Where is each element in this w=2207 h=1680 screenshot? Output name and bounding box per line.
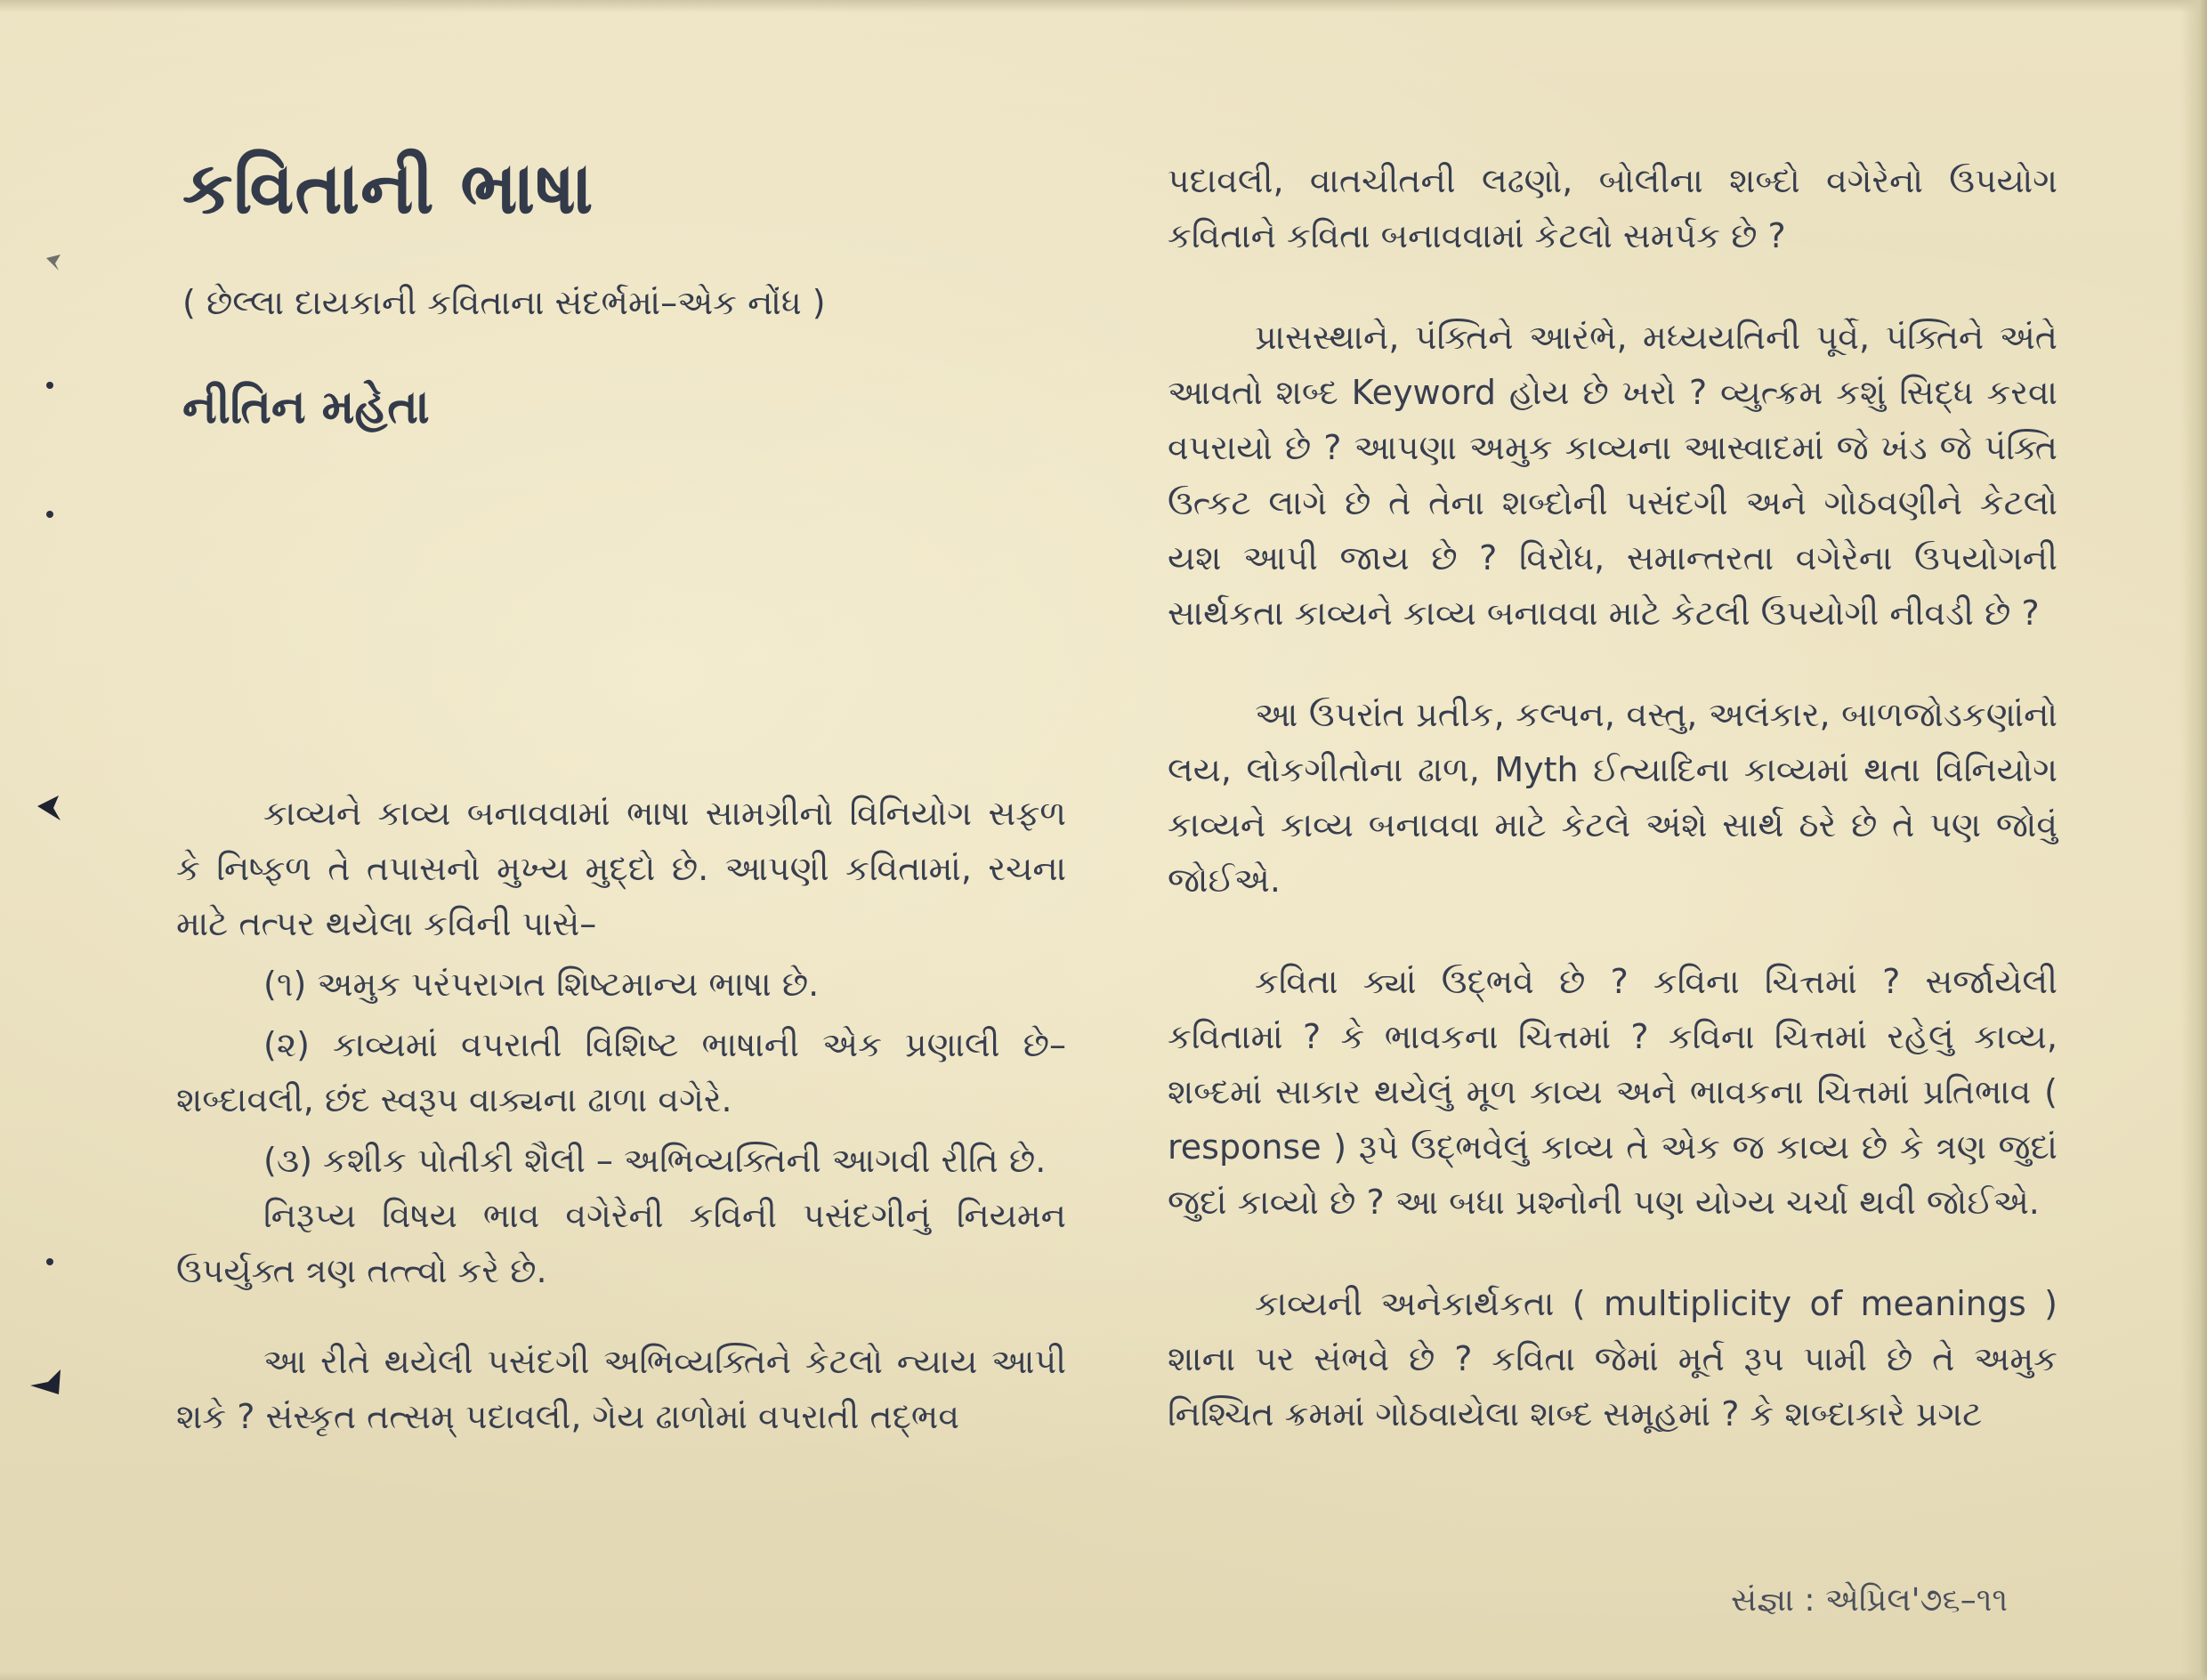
left-column bbox=[176, 786, 1066, 1444]
list-item-2: (૨) કાવ્યમાં વપરાતી વિશિષ્ટ ભાષાની એક પ્રણાલી છે– શબ્દાવલી, છંદ સ્વરૂપ વાક્યના ઢાળા વગેરે. bbox=[176, 1025, 1066, 1119]
binding-mark bbox=[43, 374, 66, 397]
body-paragraph: આ રીતે થયેલી પસંદગી અભિવ્યક્તિને કેટલો ન્યાય આપી શકે ? સંસ્કૃત તત્સમ્ પદાવલી, ગેય ઢાળોમાં વપરાતી તદ્ભવ bbox=[176, 1342, 1066, 1436]
list-item-3: (૩) કશીક પોતીકી શૈલી – અભિવ્યક્તિની આગવી રીતિ છે. bbox=[263, 1141, 1047, 1180]
page-top-edge bbox=[0, 0, 2207, 12]
binding-mark bbox=[32, 790, 68, 826]
page-right-edge bbox=[2180, 0, 2207, 1680]
article-author: નીતિન મહેતા bbox=[182, 381, 430, 434]
intro-paragraph: કાવ્યને કાવ્ય બનાવવામાં ભાષા સામગ્રીનો વિનિયોગ સફળ કે નિષ્ફળ તે તપાસનો મુખ્ય મુદ્દો છે. આપણી કવિતામાં, રચના માટે તત્પર થયેલા કવિની પાસે– bbox=[176, 794, 1066, 943]
binding-mark bbox=[43, 503, 66, 526]
continuation-paragraph: પદાવલી, વાતચીતની લઢણો, બોલીના શબ્દો વગેરેનો ઉપયોગ કવિતાને કવિતા બનાવવામાં કેટલો સમર્પક છે ? bbox=[1168, 161, 2057, 255]
list-item-1: (૧) અમુક પરંપરાગત શિષ્ટમાન્ય ભાષા છે. bbox=[263, 965, 820, 1004]
body-paragraph: પ્રાસસ્થાને, પંક્તિને આરંભે, મધ્યયતિની પૂર્વે, પંક્તિને અંતે આવતો શબ્દ Keyword હોય છે ખરો ? વ્યુત્ક્રમ કશું સિદ્ધ કરવા વપરાયો છે ? આપણા અમુક કાવ્યના આસ્વાદમાં જે ખંડ જે પંક્તિ ઉત્કટ લાગે છે તે તેના શબ્દોની પસંદગી અને ગોઠવણીને કેટલો યશ આપી જાય છે ? વિરોધ, સમાન્તરતા વગેરેના ઉપયોગની સાર્થકતા કાવ્યને કાવ્ય બનાવવા માટે કેટલી ઉપયોગી નીવડી છે ? bbox=[1168, 318, 2057, 633]
page-bottom-edge bbox=[0, 1671, 2207, 1680]
body-paragraph: કવિતા ક્યાં ઉદ્ભવે છે ? કવિના ચિત્તમાં ? સર્જાયેલી કવિતામાં ? કે ભાવકના ચિત્તમાં ? કવિના ચિત્તમાં રહેલું કાવ્ય, શબ્દમાં સાકાર થયેલું મૂળ કાવ્ય અને ભાવકના ચિત્તમાં પ્રતિભાવ ( response ) રૂપે ઉદ્ભવેલું કાવ્ય તે એક જ કાવ્ય છે કે ત્રણ જુદાં જુદાં કાવ્યો છે ? આ બધા પ્રશ્નોની પણ યોગ્ય ચર્ચા થવી જોઈએ. bbox=[1168, 962, 2057, 1222]
binding-mark bbox=[27, 1366, 68, 1398]
binding-mark bbox=[43, 251, 66, 274]
body-paragraph: કાવ્યની અનેકાર્થકતા ( multiplicity of meanings ) શાના પર સંભવે છે ? કવિતા જેમાં મૂર્ત રૂપ પામી છે તે અમુક નિશ્ચિત ક્રમમાં ગોઠવાયેલા શબ્દ સમૂહમાં ? કે શબ્દાકારે પ્રગટ bbox=[1168, 1284, 2057, 1434]
page-footer: સંજ્ઞા : એપ્રિલ'૭૬–૧૧ bbox=[1731, 1582, 2008, 1619]
summary-paragraph: નિરૂપ્ય વિષય ભાવ વગેરેની કવિની પસંદગીનું નિયમન ઉપર્યુક્ત ત્રણ તત્ત્વો કરે છે. bbox=[176, 1196, 1066, 1290]
article-title: કવિતાની ભાષા bbox=[182, 147, 594, 230]
body-paragraph: આ ઉપરાંત પ્રતીક, કલ્પન, વસ્તુ, અલંકાર, બાળજોડકણાંનો લય, લોકગીતોના ઢાળ, Myth ઈત્યાદિના કાવ્યમાં થતા વિનિયોગ કાવ્યને કાવ્ય બનાવવા માટે કેટલે અંશે સાર્થ ઠરે છે તે પણ જોવું જોઈએ. bbox=[1168, 695, 2057, 900]
article-subtitle: ( છેલ્લા દાયકાની કવિતાના સંદર્ભમાં–એક નોંધ ) bbox=[182, 283, 826, 322]
binding-mark bbox=[43, 1250, 66, 1273]
right-column bbox=[1168, 153, 2057, 1442]
